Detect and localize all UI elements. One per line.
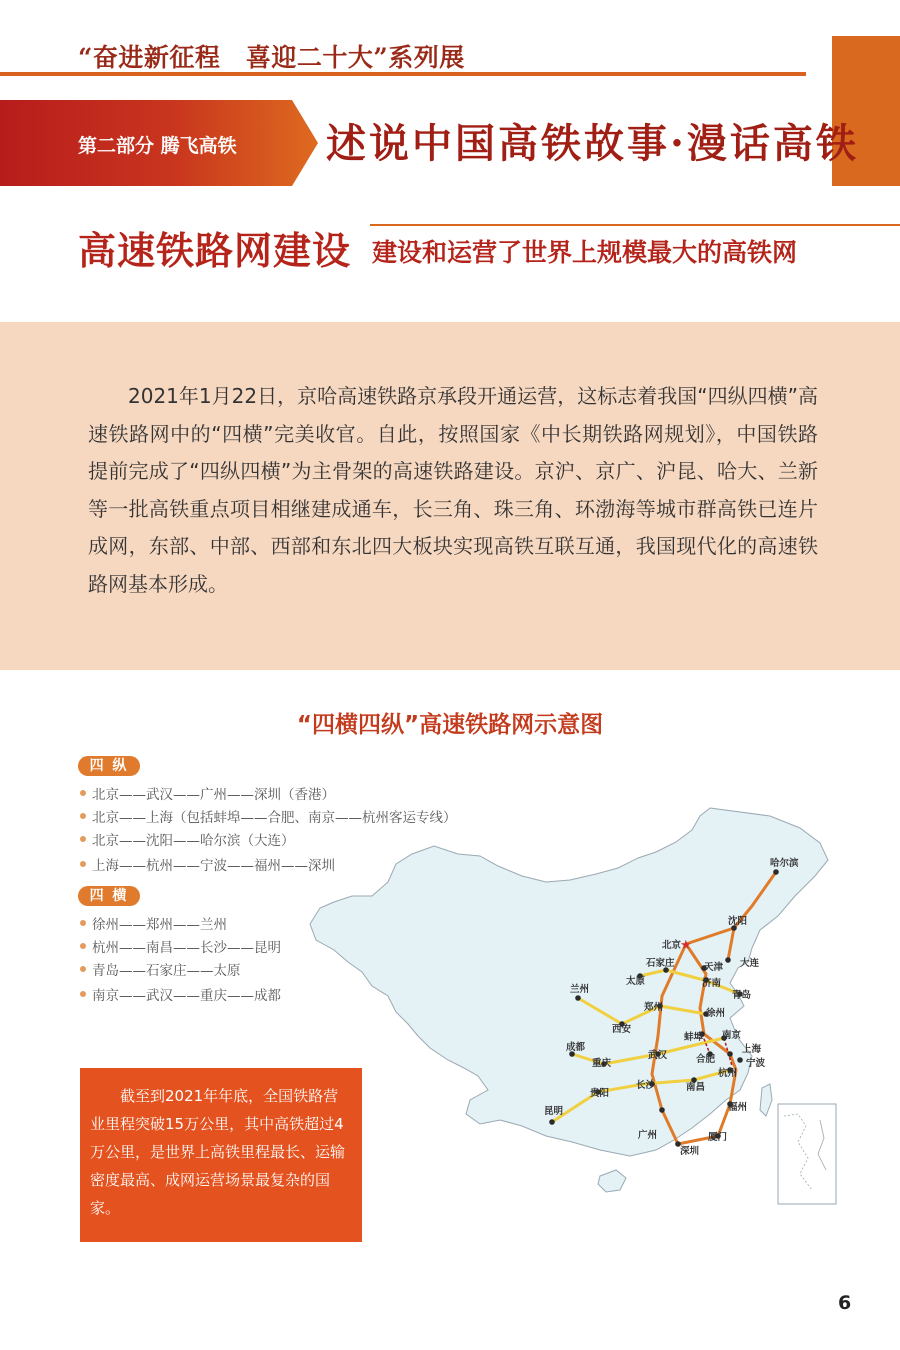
legend-route-text: 北京——武汉——广州——深圳（香港）	[92, 787, 335, 803]
city-label-chengdu: 成都	[566, 1042, 586, 1053]
city-label-shenyang: 沈阳	[728, 916, 748, 927]
city-label-chongqing: 重庆	[592, 1058, 612, 1069]
page-number: 6	[838, 1292, 852, 1314]
city-label-qingdao: 青岛	[732, 990, 752, 1001]
intro-paragraph: 2021年1月22日，京哈高速铁路京承段开通运营，这标志着我国“四纵四横”高速铁路网中的“四横”完美收官。自此，按照国家《中长期铁路网规划》，中国铁路提前完成了“四纵四横”为主骨架的高速铁路建设。京沪、京广、沪昆、哈大、兰新等一批高铁重点项目相继建成通车，长三角、珠三角、环渤海等城市群高铁已连片成网，东部、中部、西部和东北四大板块实现高铁互联互通，我国现代化的高速铁路网基本形成。	[88, 384, 818, 596]
taiwan-island	[760, 1084, 772, 1116]
city-label-xuzhou: 徐州	[706, 1008, 726, 1019]
legend-item	[80, 984, 281, 1004]
city-dot	[549, 1119, 555, 1125]
city-dot	[659, 1107, 665, 1113]
hainan-island	[598, 1170, 626, 1192]
bullet-icon	[80, 790, 86, 796]
legend-vertical-tag: 四 纵	[78, 756, 140, 776]
legend-item	[80, 936, 281, 956]
bullet-icon	[80, 966, 86, 972]
legend-item	[80, 959, 241, 979]
city-label-changsha: 长沙	[636, 1080, 656, 1091]
legend-item	[80, 783, 335, 803]
bullet-icon	[80, 991, 86, 997]
stat-callout-box	[80, 1068, 362, 1242]
beijing-star-icon: ★	[680, 938, 692, 953]
city-label-tianjin: 天津	[704, 962, 724, 973]
bullet-icon	[80, 943, 86, 949]
map-title: “四横四纵”高速铁路网示意图	[296, 712, 604, 738]
legend-route-text: 徐州——郑州——兰州	[92, 917, 227, 933]
bullet-icon	[80, 861, 86, 867]
part-label: 第二部分 腾飞高铁	[78, 135, 237, 157]
bullet-icon	[80, 836, 86, 842]
legend-route-text: 杭州——南昌——长沙——昆明	[92, 940, 281, 956]
city-label-shijiazhuang: 石家庄	[646, 958, 675, 969]
city-dot	[575, 995, 581, 1001]
legend-item	[80, 913, 227, 933]
city-label-nanjing: 南京	[722, 1030, 742, 1041]
city-label-lanzhou: 兰州	[570, 984, 590, 995]
city-label-xiamen: 厦门	[708, 1132, 728, 1143]
city-label-shanghai: 上海	[742, 1044, 762, 1055]
bullet-icon	[80, 813, 86, 819]
legend-route-text: 北京——上海（包括蚌埠——合肥、南京——杭州客运专线）	[92, 810, 457, 826]
series-title: “奋进新征程 喜迎二十大”系列展	[78, 43, 465, 72]
city-label-hefei: 合肥	[696, 1054, 716, 1065]
city-label-fuzhou: 福州	[728, 1102, 748, 1113]
city-label-zhengzhou: 郑州	[644, 1002, 664, 1013]
city-label-beijing: 北京	[662, 940, 682, 951]
section-divider	[370, 224, 900, 226]
part-title: 述说中国高铁故事·漫话高铁	[326, 120, 859, 167]
city-label-wuhan: 武汉	[648, 1050, 668, 1061]
railway-network-map	[300, 798, 840, 1218]
city-label-nanchang: 南昌	[686, 1082, 706, 1093]
city-label-guiyang: 贵阳	[590, 1088, 610, 1099]
city-label-guangzhou: 广州	[638, 1130, 658, 1141]
section-subtitle: 建设和运营了世界上规模最大的高铁网	[372, 238, 798, 267]
legend-route-text: 南京——武汉——重庆——成都	[92, 988, 281, 1004]
china-outline	[310, 808, 828, 1156]
city-label-xian: 西安	[612, 1024, 632, 1035]
bullet-icon	[80, 920, 86, 926]
city-label-bengbu: 蚌埠	[684, 1032, 704, 1043]
city-dot	[725, 957, 731, 963]
legend-route-text: 上海——杭州——宁波——福州——深圳	[92, 858, 335, 874]
legend-horizontal-tag: 四 横	[78, 886, 140, 906]
legend-route-text: 青岛——石家庄——太原	[92, 963, 241, 979]
section-title: 高速铁路网建设	[78, 229, 352, 273]
city-dot	[727, 1051, 733, 1057]
south-china-sea-inset	[778, 1104, 836, 1204]
city-dot	[773, 869, 779, 875]
city-label-taiyuan: 太原	[626, 976, 646, 987]
legend-item	[80, 854, 335, 874]
city-label-harbin: 哈尔滨	[770, 858, 799, 869]
city-label-dalian: 大连	[740, 958, 760, 969]
stat-callout-text: 截至到2021年年底，全国铁路营业里程突破15万公里，其中高铁超过4万公里，是世界上高铁里程最长、运输密度最高、成网运营场景最复杂的国家。	[90, 1087, 346, 1217]
city-label-ningbo: 宁波	[746, 1058, 766, 1069]
city-dot	[737, 1057, 743, 1063]
header-divider	[0, 72, 806, 76]
legend-route-text: 北京——沈阳——哈尔滨（大连）	[92, 833, 295, 849]
city-label-kunming: 昆明	[544, 1106, 564, 1117]
city-label-shenzhen: 深圳	[680, 1146, 700, 1157]
city-label-jinan: 济南	[702, 978, 722, 989]
legend-item	[80, 829, 295, 849]
city-label-hangzhou: 杭州	[718, 1068, 738, 1079]
